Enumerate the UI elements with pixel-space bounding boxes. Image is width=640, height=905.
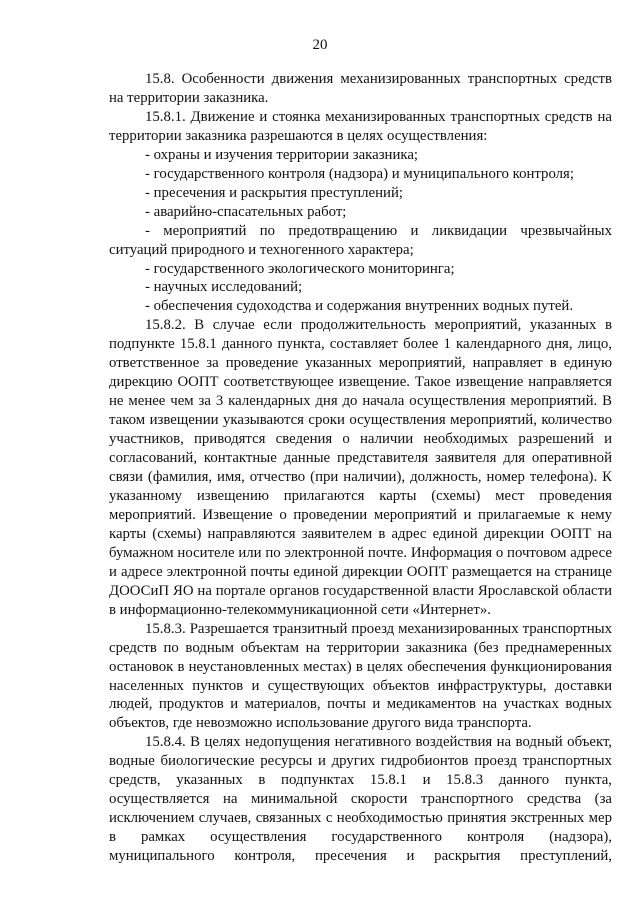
list-item: - научных исследований; [145,279,303,296]
paragraph-15-8-2: 15.8.2. В случае если продолжительность мероприятий, указанных в подпункте 15.8.1 данного пункта, составляет более 1 календарного дня, лицо, ответственное за проведение указанных мероприятий, направляет в единую дирекцию ООПТ соответствующее извещение. Такое извещение направляется не менее чем за 3 календарных дня до начала осуществления мероприятий. В таком извещении указываются сроки осуществления мероприятий, количество участников, приводятся сведения о наличии необходимых разрешений и согласований, контактные данные представителя заявителя для оперативной связи (фамилия, имя, отчество (при наличии), должность, номер телефона). К указанному извещению прилагаются карты (схемы) мест проведения мероприятий. Извещение о проведении мероприятий и прилагаемые к нему карты (схемы) направляются заявителем в адрес единой дирекции ООПТ на бумажном носителе или по электронной почте. Информация о почтовом адресе и адресе электронной почты единой дирекции ООПТ размещается на странице ДООСиП ЯО на портале органов государственной власти Ярославской области в информационно-телекоммуникационной сети «Интернет». [109,317,612,618]
list-item: - пресечения и раскрытия преступлений; [145,184,403,201]
document-body [109,70,612,866]
list-item-line: - мероприятий по предотвращению и ликвидации чрезвычайных [145,222,612,239]
list-item [109,222,612,260]
paragraph-15-8-1: 15.8.1. Движение и стоянка механизированных транспортных средств на территории заказника разрешаются в целях осуществления: [109,108,612,144]
list-item: - обеспечения судоходства и содержания внутренних водных путей. [145,298,574,315]
list-item: - государственного экологического мониторинга; [145,260,455,277]
paragraph-15-8-3: 15.8.3. Разрешается транзитный проезд механизированных транспортных средств по водным объектам на территории заказника (без преднамеренных остановок в неустановленных местах) в целях обеспечения функционирования населенных пунктов и существующих объектов инфраструктуры, доставки людей, продуктов и материалов, почты и медикаментов на участках водных объектов, где невозможно использование другого вида транспорта. [109,620,612,732]
list-item: - охраны и изучения территории заказника; [145,146,419,163]
section-heading-15-8: 15.8. Особенности движения механизированных транспортных средств на территории заказника. [109,71,612,106]
list-item: - аварийно-спасательных работ; [145,203,347,220]
paragraph-15-8-4: 15.8.4. В целях недопущения негативного воздействия на водный объект, водные биологические ресурсы и других гидробионтов проезд транспортных средств, указанных в подпунктах 15.8.1 и 15.8.3 данного пункта, осуществляется на минимальной скорости транспортного средства (за исключением случаев, связанных с необходимостью принятия экстренных мер в рамках осуществления государственного контроля (надзора), муниципального контроля, пресечения и раскрытия преступлений, [109,734,612,865]
list-item-line: ситуаций природного и техногенного характера; [109,241,414,258]
list-item: - государственного контроля (надзора) и муниципального контроля; [145,165,574,182]
page-number: 20 [312,37,328,53]
